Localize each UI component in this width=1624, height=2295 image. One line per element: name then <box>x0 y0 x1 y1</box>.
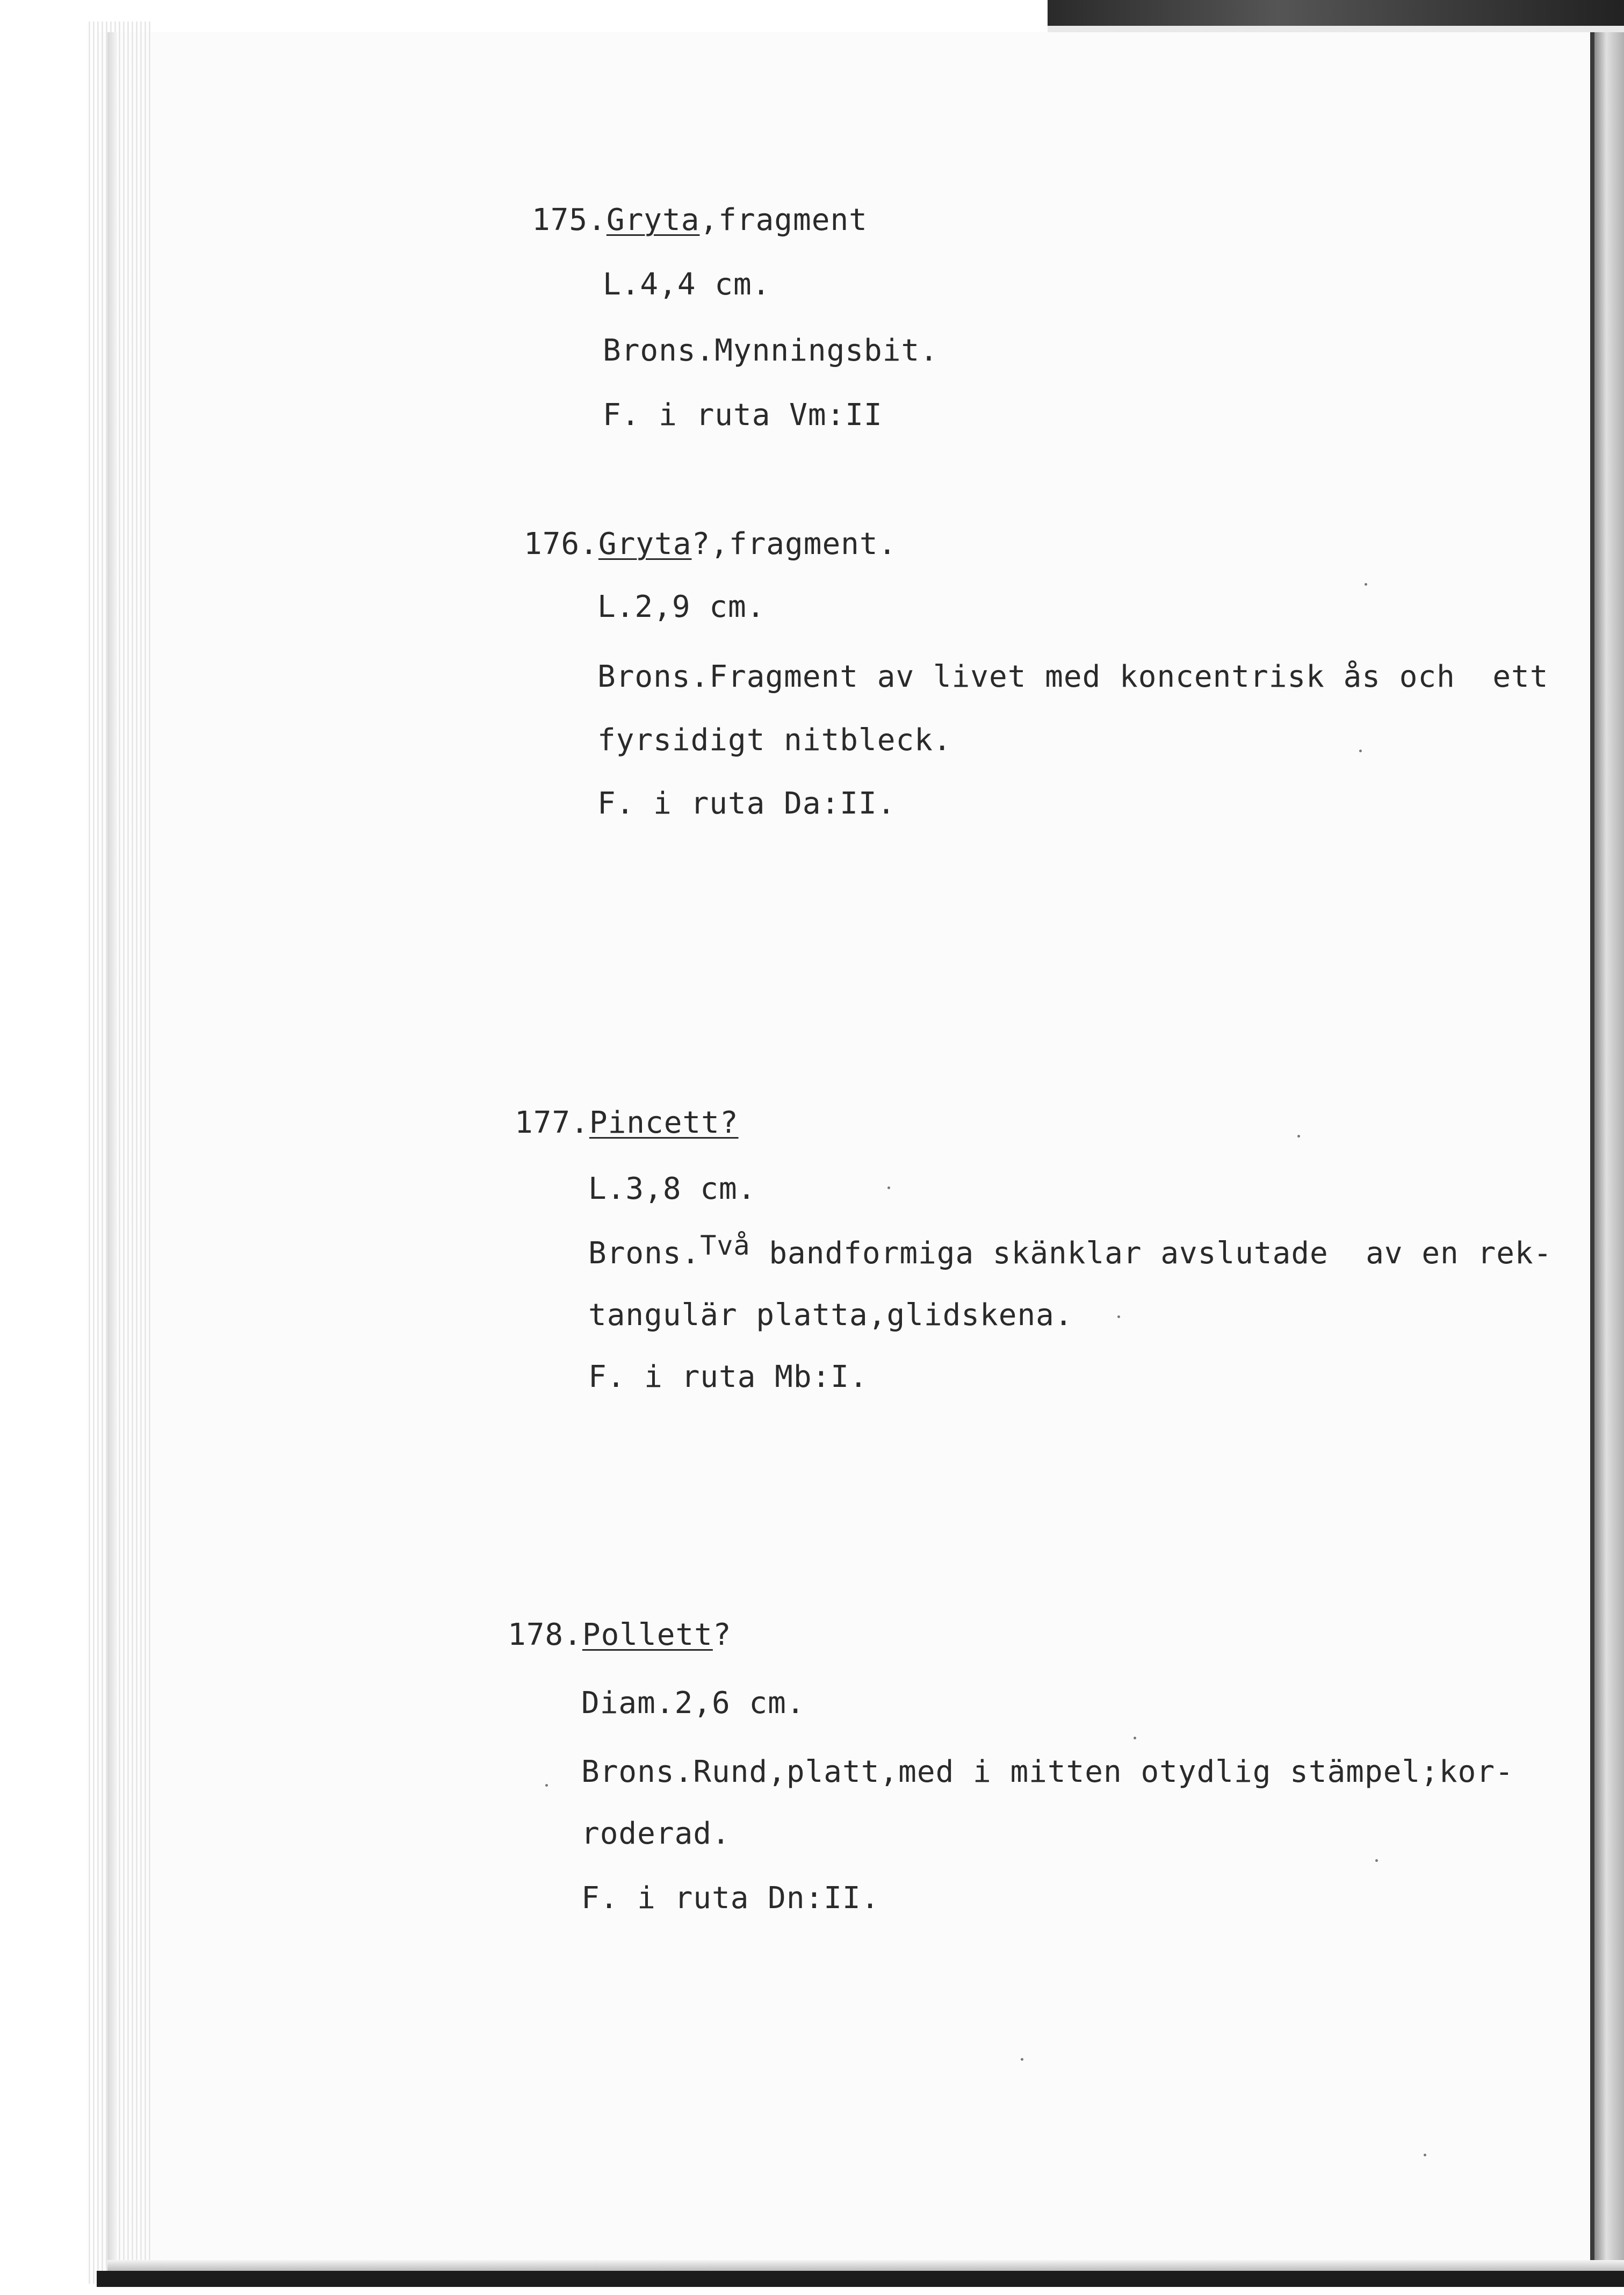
entry-suffix: ? <box>712 1617 732 1652</box>
entry-suffix: ,fragment <box>699 203 868 238</box>
entry-heading <box>508 1617 732 1652</box>
entry-description-cont: roderad. <box>581 1816 731 1851</box>
entry-description: Brons.Rund,platt,med i mitten otydlig stämpel;kor- <box>581 1754 1514 1789</box>
right-cover-edge <box>1594 32 1624 2287</box>
entry-suffix: ?,fragment. <box>691 527 897 562</box>
entry-findspot: F. i ruta Mb:I. <box>588 1359 868 1394</box>
cover-strip-edge <box>1048 26 1624 32</box>
entry-measure: L.4,4 cm. <box>603 267 771 302</box>
entry-object: Gryta <box>606 203 700 238</box>
scan-speck <box>1021 2058 1023 2061</box>
bottom-cover-edge <box>97 2271 1624 2287</box>
entry-number: 176. <box>524 527 598 562</box>
entry-heading <box>532 203 868 238</box>
entry-description-cont: fyrsidigt nitbleck. <box>597 723 952 758</box>
entry-object: Pollett <box>582 1617 713 1652</box>
entry-heading <box>524 527 897 562</box>
scan-speck <box>1365 583 1367 586</box>
scan-speck <box>1134 1737 1136 1739</box>
description-raised-word: Två <box>700 1230 750 1261</box>
entry-description: Brons.Fragment av livet med koncentrisk ås och ett <box>597 659 1549 694</box>
entry-description: Brons.Mynningsbit. <box>603 333 939 368</box>
scan-speck <box>887 1186 890 1189</box>
bottom-shadow <box>107 2260 1624 2271</box>
right-page-border <box>1590 32 1594 2273</box>
entry-number: 175. <box>532 203 607 238</box>
description-rest: bandformiga skänklar avslutade av en rek- <box>750 1236 1553 1271</box>
scan-speck <box>1375 1859 1378 1862</box>
entry-object: Gryta <box>598 527 692 562</box>
binding-shadow <box>107 32 117 2284</box>
scan-speck <box>545 1784 548 1787</box>
entry-number: 177. <box>515 1105 589 1140</box>
description-prefix: Brons. <box>588 1236 701 1271</box>
document-page <box>97 32 1601 2273</box>
scan-speck <box>1297 1135 1300 1138</box>
entry-findspot: F. i ruta Da:II. <box>597 786 896 821</box>
entry-findspot: F. i ruta Vm:II <box>603 398 883 433</box>
entry-description <box>588 1230 1553 1271</box>
book-cover-strip <box>1048 0 1624 26</box>
entry-measure: Diam.2,6 cm. <box>581 1686 805 1721</box>
entry-measure: L.3,8 cm. <box>588 1171 756 1206</box>
entry-measure: L.2,9 cm. <box>597 589 766 624</box>
scan-speck <box>1424 2154 1426 2156</box>
scan-speck <box>1359 750 1362 752</box>
entry-description-cont: tangulär platta,glidskena. <box>588 1298 1073 1333</box>
entry-object: Pincett? <box>589 1105 739 1140</box>
entry-findspot: F. i ruta Dn:II. <box>581 1881 880 1916</box>
entry-number: 178. <box>508 1617 582 1652</box>
page-edges <box>86 21 150 2284</box>
entry-heading <box>515 1105 739 1140</box>
scan-speck <box>1117 1315 1120 1318</box>
